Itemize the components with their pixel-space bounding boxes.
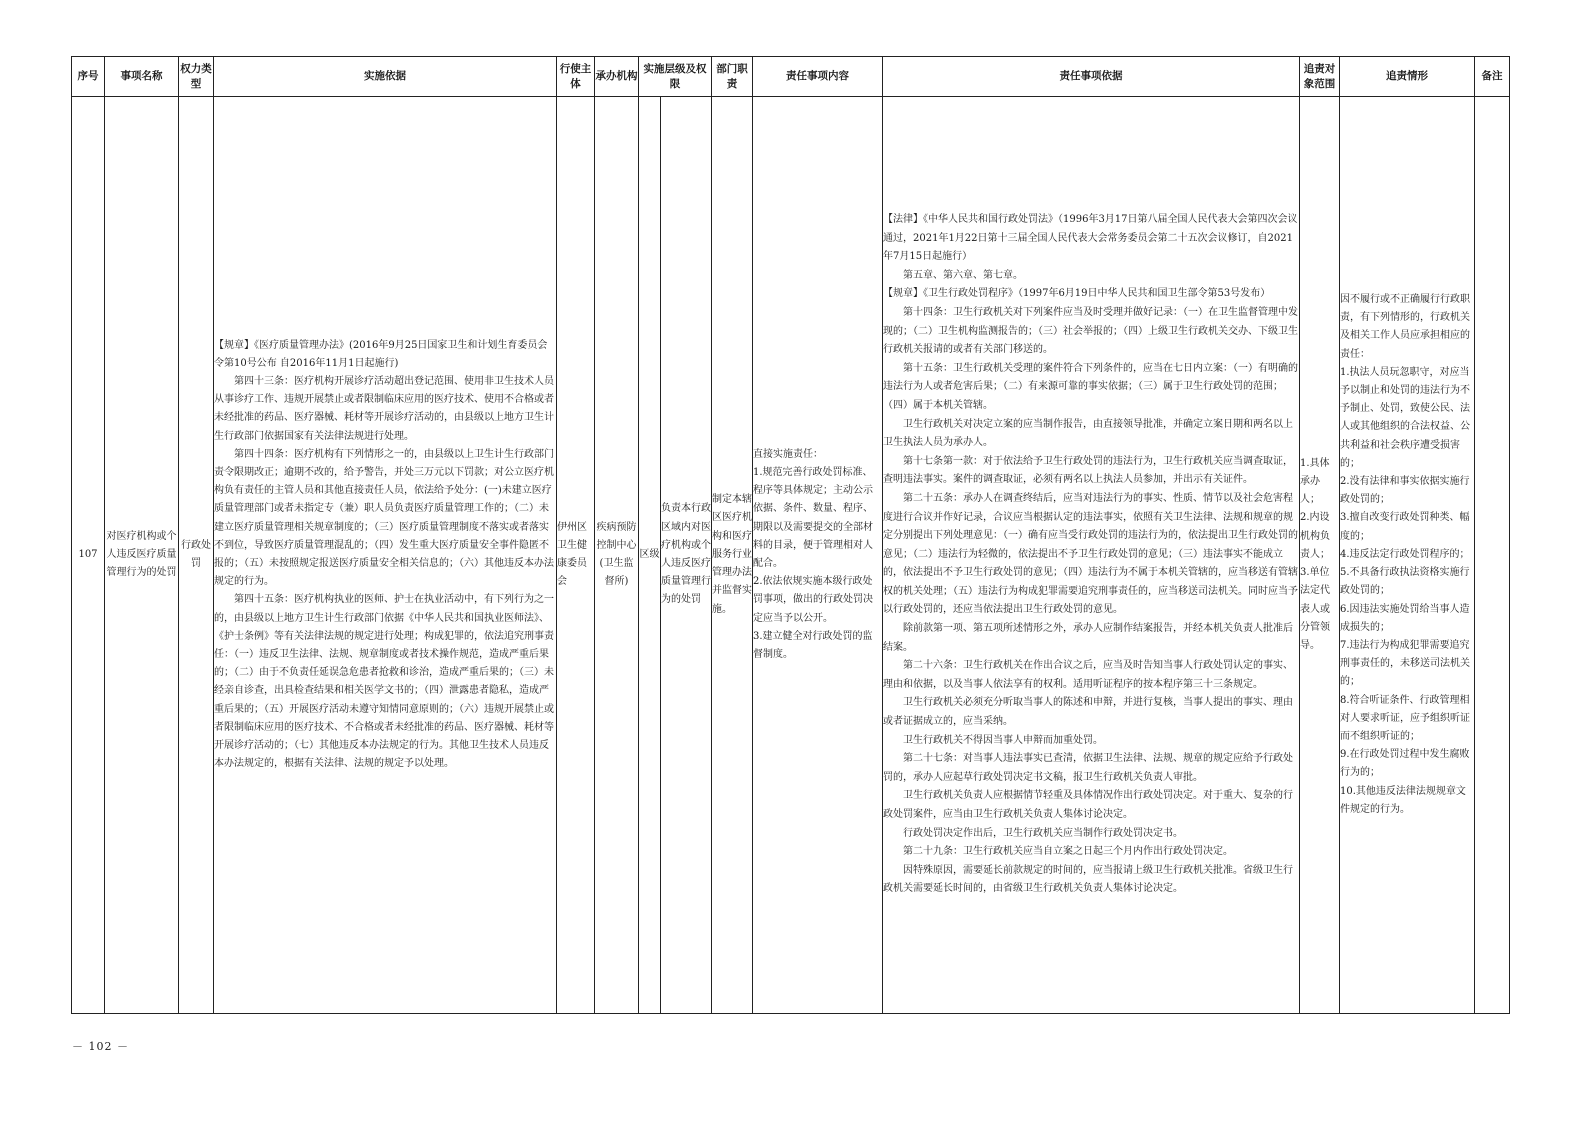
header-accountability-scope: 追责对象范围 xyxy=(1300,57,1340,97)
header-accountability-situation: 追责情形 xyxy=(1340,57,1475,97)
cell-accountability-scope: 1.具体承办人； 2.内设机构负责人； 3.单位法定代表人或分管领导。 xyxy=(1300,97,1340,1014)
cell-responsibility-content: 直接实施责任： 1.规范完善行政处罚标准、程序等具体规定；主动公示依据、条件、数量、程序、期限以及需要提交的全部材料的目录，便于管理相对人配合。 2.依法依规实施本级行政处罚事项，做出的行政处罚决定应当予以公开。 3.建立健全对行政处罚的监督制度。 xyxy=(753,97,883,1014)
header-power-type: 权力类型 xyxy=(179,57,214,97)
cell-authority: 负责本行政区域内对医疗机构或个人违反医疗质量管理行为的处罚 xyxy=(661,97,712,1014)
table-row xyxy=(72,97,1510,1014)
cell-power-type: 行政处罚 xyxy=(179,97,214,1014)
cell-level: 区级 xyxy=(639,97,661,1014)
header-organization: 承办机构 xyxy=(595,57,639,97)
cell-organization: 疾病预防控制中心(卫生监督所) xyxy=(595,97,639,1014)
header-seq: 序号 xyxy=(72,57,105,97)
header-responsibility-basis: 责任事项依据 xyxy=(883,57,1300,97)
cell-accountability-situation: 因不履行或不正确履行行政职责，有下列情形的，行政机关及相关工作人员应承担相应的责任： 1.执法人员玩忽职守，对应当予以制止和处罚的违法行为不予制止、处罚，致使公民、法人或其他组织的合法权益、公共利益和社会秩序遭受损害的； 2.没有法律和事实依据实施行政处罚的； 3.擅自改变行政处罚种类、幅度的； 4.违反法定行政处罚程序的； 5.不具备行政执法资格实施行政处罚的； 6.因违法实施处罚给当事人造成损失的； 7.违法行为构成犯罪需要追究刑事责任的，未移送司法机关的； 8.符合听证条件、行政管理相对人要求听证，应予组织听证而不组织听证的； 9.在行政处罚过程中发生腐败行为的； 10.其他违反法律法规规章文件规定的行为。 xyxy=(1340,97,1475,1014)
cell-responsibility-basis: 【法律】《中华人民共和国行政处罚法》（1996年3月17日第八届全国人民代表大会第四次会议通过，2021年1月22日第十三届全国人民代表大会常务委员会第二十五次会议修订，自2021年7月15日起施行） 第五章、第六章、第七章。 【规章】《卫生行政处罚程序》（1997年6月19日中华人民共和国卫生部令第53号发布） 第十四条：卫生行政机关对下列案件应当及时受理并做好记录：（一）在卫生监督管理中发现的；（二）卫生机构监测报告的；（三）社会举报的；（四）上级卫生行政机关交办、下级卫生行政机关报请的或者有关部门移送的。 第十五条：卫生行政机关受理的案件符合下列条件的，应当在七日内立案：（一）有明确的违法行为人或者危害后果；（二）有来源可靠的事实依据；（三）属于卫生行政处罚的范围；（四）属于本机关管辖。 卫生行政机关对决定立案的应当制作报告，由直接领导批准，并确定立案日期和两名以上卫生执法人员为承办人。 第十七条第一款：对于依法给予卫生行政处罚的违法行为，卫生行政机关应当调查取证，查明违法事实。案件的调查取证，必须有两名以上执法人员参加，并出示有关证件。 第二十五条：承办人在调查终结后，应当对违法行为的事实、性质、情节以及社会危害程度进行合议并作好记录，合议应当根据认定的违法事实，依照有关卫生法律、法规和规章的规定分别提出下列处理意见：（一）确有应当受行政处罚的违法行为的，依法提出卫生行政处罚的意见；（二）违法行为轻微的，依法提出不予卫生行政处罚的意见；（三）违法事实不能成立的，依法提出不予卫生行政处罚的意见；（四）违法行为不属于本机关管辖的，应当移送有管辖权的机关处理；（五）违法行为构成犯罪需要追究刑事责任的，应当移送司法机关。同时应当予以行政处罚的，还应当依法提出卫生行政处罚的意见。 除前款第一项、第五项所述情形之外，承办人应制作结案报告，并经本机关负责人批准后结案。 第二十六条：卫生行政机关在作出合议之后，应当及时告知当事人行政处罚认定的事实、理由和依据，以及当事人依法享有的权利。适用听证程序的按本程序第三十三条规定。 卫生行政机关必须充分听取当事人的陈述和申辩，并进行复核，当事人提出的事实、理由或者证据成立的，应当采纳。 卫生行政机关不得因当事人申辩而加重处罚。 第二十七条：对当事人违法事实已查清，依据卫生法律、法规、规章的规定应给予行政处罚的，承办人应起草行政处罚决定书文稿，报卫生行政机关负责人审批。 卫生行政机关负责人应根据情节轻重及具体情况作出行政处罚决定。对于重大、复杂的行政处罚案件，应当由卫生行政机关负责人集体讨论决定。 行政处罚决定作出后，卫生行政机关应当制作行政处罚决定书。 第二十九条：卫生行政机关应当自立案之日起三个月内作出行政处罚决定。 因特殊原因，需要延长前款规定的时间的，应当报请上级卫生行政机关批准。省级卫生行政机关需要延长时间的，由省级卫生行政机关负责人集体讨论决定。 xyxy=(883,97,1300,1014)
cell-seq: 107 xyxy=(72,97,105,1014)
header-remark: 备注 xyxy=(1475,57,1510,97)
cell-remark xyxy=(1475,97,1510,1014)
cell-dept-duty: 制定本辖区医疗机构和医疗服务行业管理办法并监督实施。 xyxy=(712,97,753,1014)
header-subject: 行使主体 xyxy=(557,57,595,97)
header-level-authority: 实施层级及权限 xyxy=(639,57,712,97)
cell-item-name: 对医疗机构或个人违反医疗质量管理行为的处罚 xyxy=(105,97,179,1014)
header-item-name: 事项名称 xyxy=(105,57,179,97)
cell-subject: 伊州区卫生健康委员会 xyxy=(557,97,595,1014)
header-responsibility-content: 责任事项内容 xyxy=(753,57,883,97)
header-row xyxy=(72,57,1510,97)
page-number: － 102 － xyxy=(72,1040,129,1053)
cell-implementation-basis: 【规章】《医疗质量管理办法》(2016年9月25日国家卫生和计划生育委员会令第10号公布 自2016年11月1日起施行) 第四十三条：医疗机构开展诊疗活动超出登记范围、使用非卫生技术人员从事诊疗工作、违规开展禁止或者限制临床应用的医疗技术、使用不合格或者未经批准的药品、医疗器械、耗材等开展诊疗活动的，由县级以上地方卫生计生行政部门依据国家有关法律法规进行处理。 第四十四条：医疗机构有下列情形之一的，由县级以上卫生计生行政部门责令限期改正；逾期不改的，给予警告，并处三万元以下罚款；对公立医疗机构负有责任的主管人员和其他直接责任人员，依法给予处分：(一)未建立医疗质量管理部门或者未指定专（兼）职人员负责医疗质量管理工作的；（二）未建立医疗质量管理相关规章制度的；（三）医疗质量管理制度不落实或者落实不到位，导致医疗质量管理混乱的；（四）发生重大医疗质量安全事件隐匿不报的；（五）未按照规定报送医疗质量安全相关信息的；（六）其他违反本办法规定的行为。 第四十五条：医疗机构执业的医师、护士在执业活动中，有下列行为之一的，由县级以上地方卫生计生行政部门依据《中华人民共和国执业医师法》、《护士条例》等有关法律法规的规定进行处理；构成犯罪的，依法追究刑事责任：（一）违反卫生法律、法规、规章制度或者技术操作规范，造成严重后果的；（二）由于不负责任延误急危患者抢救和诊治，造成严重后果的；（三）未经亲自诊查，出具检查结果和相关医学文书的；（四）泄露患者隐私，造成严重后果的；（五）开展医疗活动未遵守知情同意原则的；（六）违规开展禁止或者限制临床应用的医疗技术、不合格或者未经批准的药品、医疗器械、耗材等开展诊疗活动的；（七）其他违反本办法规定的行为。其他卫生技术人员违反本办法规定的，根据有关法律、法规的规定予以处理。 xyxy=(214,97,557,1014)
responsibility-table xyxy=(71,56,1510,1014)
header-implementation-basis: 实施依据 xyxy=(214,57,557,97)
header-dept-duty: 部门职责 xyxy=(712,57,753,97)
